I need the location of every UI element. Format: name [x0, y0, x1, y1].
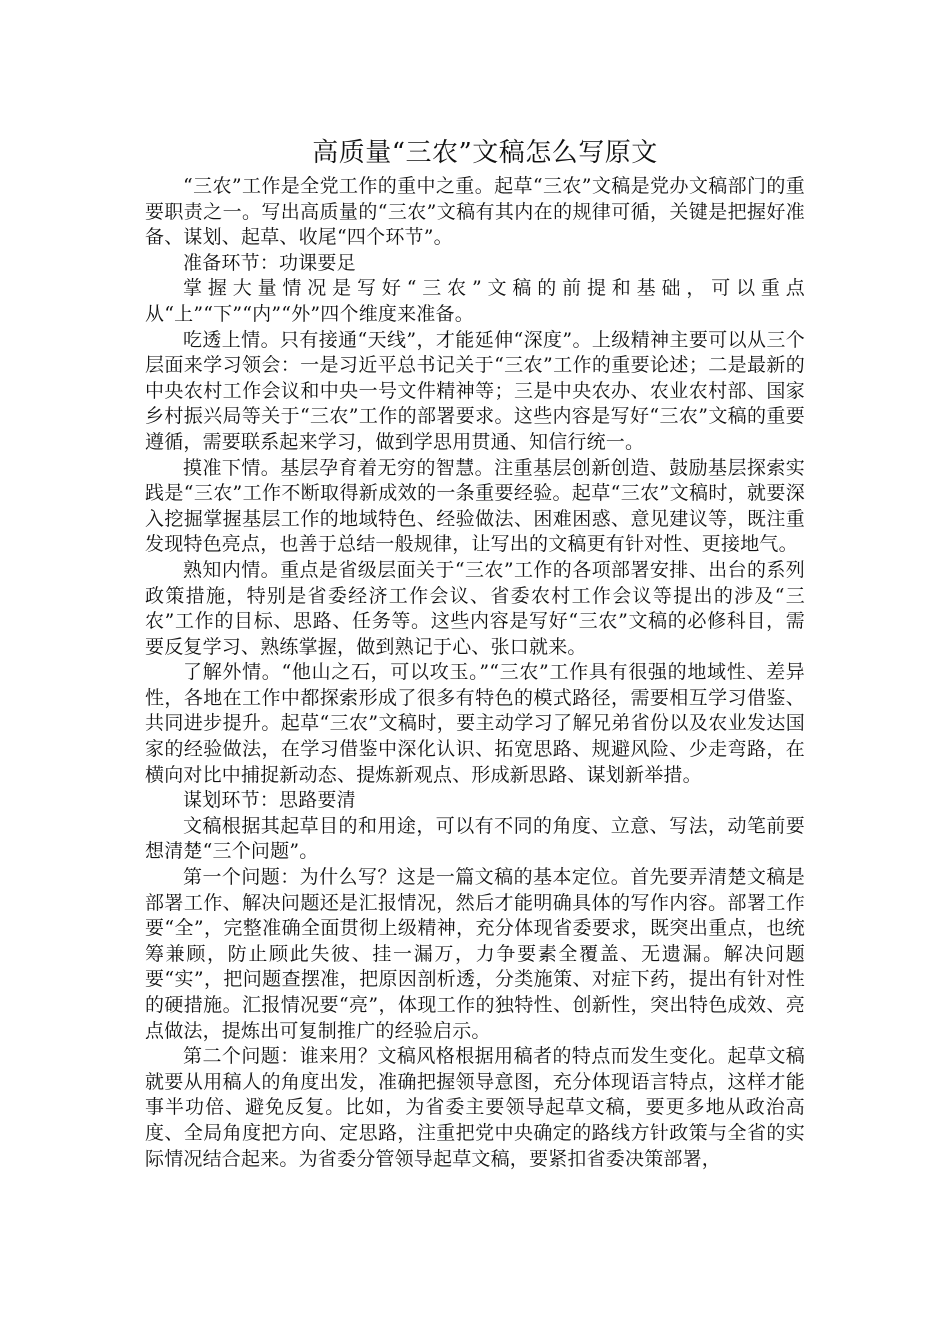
section-heading-preparation: 准备环节：功课要足 [183, 251, 356, 274]
section-heading-planning: 谋划环节：思路要清 [183, 789, 356, 812]
paragraph: 熟知内情。重点是省级层面关于“三农”工作的各项部署安排、出台的系列政策措施，特别是省委经济工作会议、省委农村工作会议等提出的涉及“三农”工作的目标、思路、任务等。这些内容是写好“三农”文稿的必修科目，需要反复学习、熟练掌握，做到熟记于心、张口就来。 [145, 558, 805, 658]
document-title: 高质量“三农”文稿怎么写原文 [312, 138, 658, 168]
paragraph: 第一个问题：为什么写？这是一篇文稿的基本定位。首先要弄清楚文稿是部署工作、解决问题还是汇报情况，然后才能明确具体的写作内容。部署工作要“全”，完整准确全面贯彻上级精神，充分体现省委要求，既突出重点，也统筹兼顾，防止顾此失彼、挂一漏万，力争要素全覆盖、无遗漏。解决问题要“实”，把问题查摆准，把原因剖析透，分类施策、对症下药，提出有针对性的硬措施。汇报情况要“亮”，体现工作的独特性、创新性，突出特色成效、亮点做法，提炼出可复制推广的经验启示。 [145, 866, 805, 1042]
paragraph: 文稿根据其起草目的和用途，可以有不同的角度、立意、写法，动笔前要想清楚“三个问题”。 [145, 814, 805, 863]
paragraph: 第二个问题：谁来用？文稿风格根据用稿者的特点而发生变化。起草文稿就要从用稿人的角度出发，准确把握领导意图，充分体现语言特点，这样才能事半功倍、避免反复。比如，为省委主要领导起草文稿，要更多地从政治高度、全局角度把方向、定思路，注重把党中央确定的路线方针政策与全省的实际情况结合起来。为省委分管领导起草文稿，要紧扣省委决策部署， [145, 1045, 805, 1170]
paragraph-intro: “三农”工作是全党工作的重中之重。起草“三农”文稿是党办文稿部门的重要职责之一。写出高质量的“三农”文稿有其内在的规律可循，关键是把握好准备、谋划、起草、收尾“四个环节”。 [145, 175, 805, 249]
document-body [145, 174, 805, 1172]
paragraph: 了解外情。“他山之石，可以攻玉。”“三农”工作具有很强的地域性、差异性，各地在工作中都探索形成了很多有特色的模式路径，需要相互学习借鉴、共同进步提升。起草“三农”文稿时，要主动学习了解兄弟省份以及农业发达国家的经验做法，在学习借鉴中深化认识、拓宽思路、规避风险、少走弯路，在横向对比中捕捉新动态、提炼新观点、形成新思路、谋划新举措。 [145, 661, 805, 786]
paragraph: 吃透上情。只有接通“天线”，才能延伸“深度”。上级精神主要可以从三个层面来学习领会：一是习近平总书记关于“三农”工作的重要论述；二是最新的中央农村工作会议和中央一号文件精神等；三是中央农办、农业农村部、国家乡村振兴局等关于“三农”工作的部署要求。这些内容是写好“三农”文稿的重要遵循，需要联系起来学习，做到学思用贯通、知信行统一。 [145, 328, 805, 453]
paragraph: 掌握大量情况是写好“三农”文稿的前提和基础，可以重点从“上”“下”“内”“外”四个维度来准备。 [145, 277, 805, 325]
paragraph: 摸准下情。基层孕育着无穷的智慧。注重基层创新创造、鼓励基层探索实践是“三农”工作不断取得新成效的一条重要经验。起草“三农”文稿时，就要深入挖掘掌握基层工作的地域特色、经验做法、困难困惑、意见建议等，既注重发现特色亮点，也善于总结一般规律，让写出的文稿更有针对性、更接地气。 [145, 456, 805, 556]
